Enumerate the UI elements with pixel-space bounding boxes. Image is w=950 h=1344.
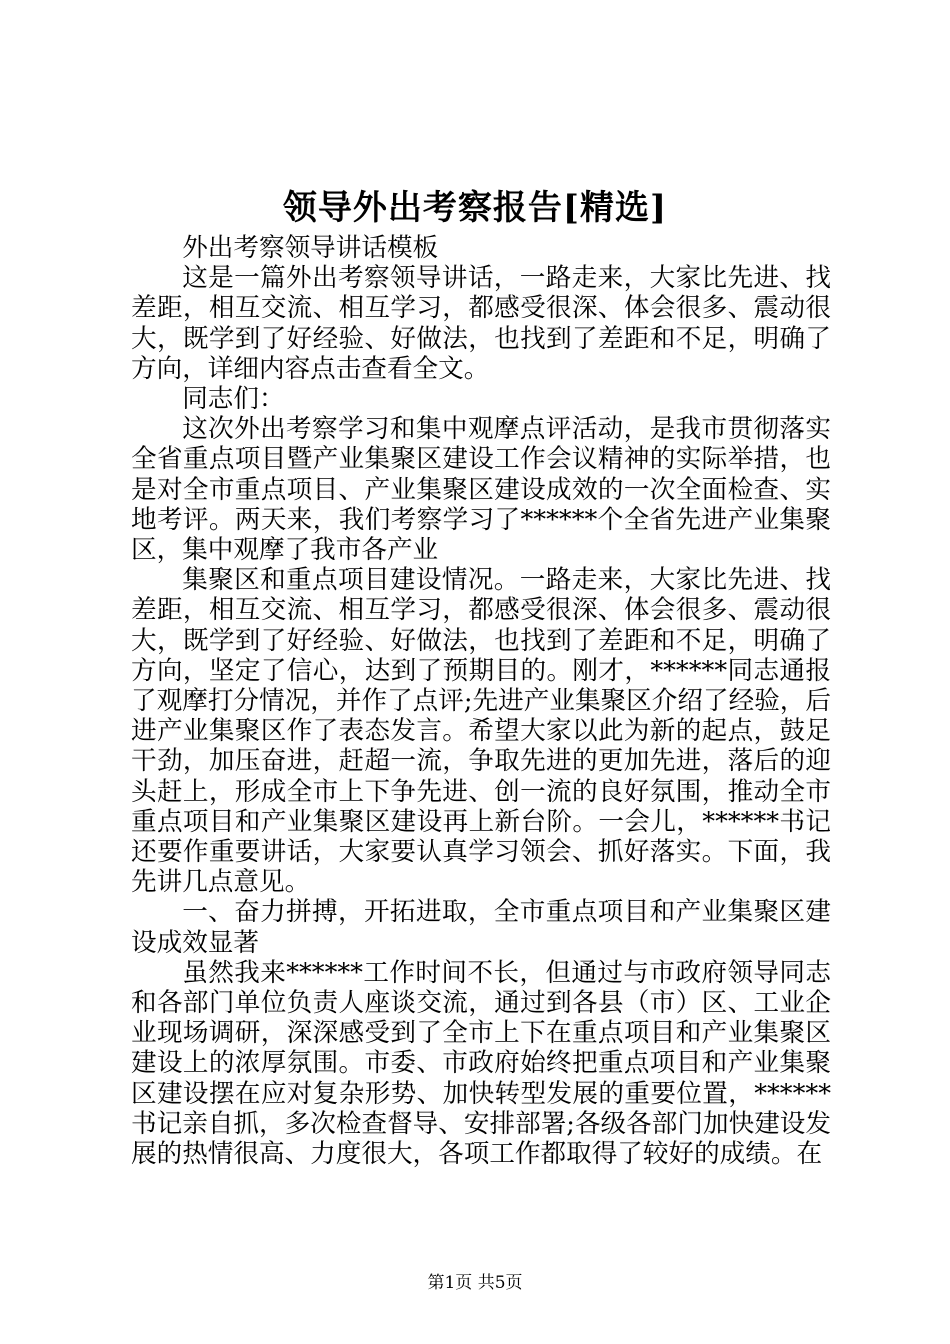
paragraph: 集聚区和重点项目建设情况。一路走来，大家比先进、找差距，相互交流、相互学习，都感受很深、体会很多、震动很大，既学到了好经验、好做法，也找到了差距和不足，明确了方向，坚定了信心，达到了预期目的。刚才，******同志通报了观摩打分情况，并作了点评;先进产业集聚区介绍了经验，后进产业集聚区作了表态发言。希望大家以此为新的起点，鼓足干劲，加压奋进，赶超一流，争取先进的更加先进，落后的迎头赶上，形成全市上下争先进、创一流的良好氛围，推动全市重点项目和产业集聚区建设再上新台阶。一会儿，******书记还要作重要讲话，大家要认真学习领会、抓好落实。下面，我先讲几点意见。 [131,565,831,898]
paragraph: 虽然我来******工作时间不长，但通过与市政府领导同志和各部门单位负责人座谈交流，通过到各县（市）区、工业企业现场调研，深深感受到了全市上下在重点项目和产业集聚区建设上的浓厚氛围。市委、市政府始终把重点项目和产业集聚区建设摆在应对复杂形势、加快转型发展的重要位置，******书记亲自抓，多次检查督导、安排部署;各级各部门加快建设发展的热情很高、力度很大，各项工作都取得了较好的成绩。在 [131,957,831,1170]
paragraph: 这次外出考察学习和集中观摩点评活动，是我市贯彻落实全省重点项目暨产业集聚区建设工作会议精神的实际举措，也是对全市重点项目、产业集聚区建设成效的一次全面检查、实地考评。两天来，我们考察学习了******个全省先进产业集聚区，集中观摩了我市各产业 [131,414,831,566]
paragraph: 外出考察领导讲话模板 [182,233,439,263]
paragraph: 同志们： [182,384,285,415]
page-number-footer: 第1页 共5页 [427,1273,523,1293]
section-heading: 一、奋力拼搏，开拓进取，全市重点项目和产业集聚区建设成效显著 [131,897,831,958]
document-body [131,233,831,1169]
paragraph: 这是一篇外出考察领导讲话，一路走来，大家比先进、找差距，相互交流、相互学习，都感受很深、体会很多、震动很大，既学到了好经验、好做法，也找到了差距和不足，明确了方向，详细内容点击查看全文。 [131,263,831,384]
document-title: 领导外出考察报告[精选] [282,188,668,228]
